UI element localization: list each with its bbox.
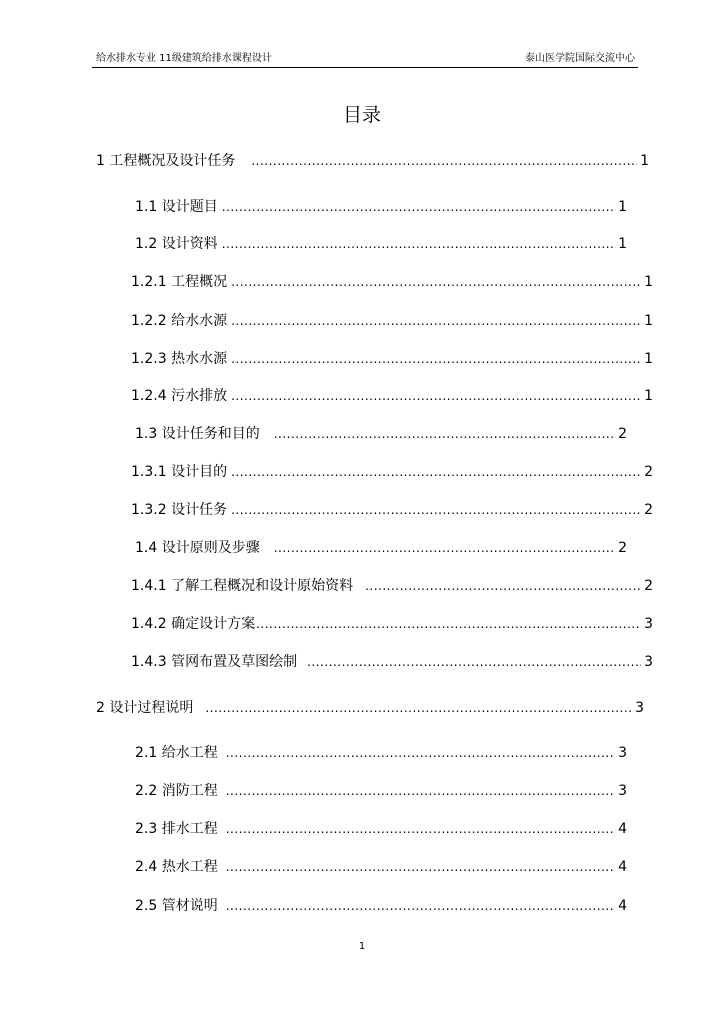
toc-entry-page: 3 [618,745,627,761]
toc-leader-dots [256,614,641,634]
toc-entry-page: 4 [618,898,627,914]
toc-entry-page: 1 [618,236,627,252]
toc-entry-label: 1.2.1 工程概况 [131,274,228,290]
toc-entry[interactable] [131,576,653,596]
toc-leader-dots [231,500,641,520]
toc-entry-label: 1 工程概况及设计任务 [96,153,236,169]
toc-entry-page: 3 [644,616,653,632]
toc-leader-dots [226,743,615,763]
toc-entry-label: 2 设计过程说明 [96,700,194,716]
toc-entry-label: 1.3 设计任务和目的 [135,426,260,442]
toc-entry-page: 3 [644,654,653,670]
toc-entry-label: 1.4 设计原则及步骤 [135,540,260,556]
toc-leader-dots [274,538,615,558]
toc-leader-dots [222,234,615,254]
toc-entry-page: 1 [644,388,653,404]
toc-entry-page: 2 [644,578,653,594]
toc-entry-label: 1.2.4 污水排放 [131,388,228,404]
toc-entry-label: 1.2.2 给水水源 [131,313,228,329]
toc-entry-label: 1.2.3 热水水源 [131,351,228,367]
toc-entry[interactable] [135,819,627,839]
toc-leader-dots [226,819,615,839]
toc-entry[interactable] [131,614,653,634]
toc-entry[interactable] [131,652,653,672]
toc-leader-dots [231,349,641,369]
toc-entry[interactable] [131,272,653,292]
toc-leader-dots [307,652,641,672]
toc-entry[interactable] [131,386,653,406]
toc-entry[interactable] [135,857,627,877]
toc-leader-dots [231,386,641,406]
toc-entry-page: 1 [644,351,653,367]
toc-leader-dots [222,197,615,217]
toc-leader-dots [226,896,615,916]
toc-entry-page: 3 [618,783,627,799]
toc-leader-dots [205,698,632,718]
toc-entry[interactable] [135,896,627,916]
toc-entry-page: 4 [618,821,627,837]
toc-entry-label: 1.3.1 设计目的 [131,464,228,480]
toc-entry-page: 1 [644,313,653,329]
toc-leader-dots [274,424,615,444]
toc-entry-page: 1 [618,199,627,215]
toc-leader-dots [231,311,641,331]
toc-leader-dots [226,781,615,801]
toc-entry[interactable] [131,500,653,520]
page-number: 1 [358,941,366,952]
toc-entry[interactable] [135,743,627,763]
toc-entry-page: 2 [644,464,653,480]
header-divider [92,67,638,68]
toc-title: 目录 [342,104,381,126]
toc-entry-label: 1.1 设计题目 [135,199,218,215]
header-left-text: 给水排水专业 11级建筑给排水课程设计 [96,53,272,64]
toc-entry-label: 1.4.3 管网布置及草图绘制 [131,654,298,670]
toc-entry-label: 2.2 消防工程 [135,783,218,799]
toc-entry-label: 2.3 排水工程 [135,821,218,837]
toc-entry-label: 1.3.2 设计任务 [131,502,228,518]
header-right-text: 泰山医学院国际交流中心 [525,53,635,64]
toc-entry-label: 1.4.2 确定设计方案 [131,616,256,632]
toc-entry-label: 2.4 热水工程 [135,859,218,875]
toc-entry[interactable] [96,151,649,171]
toc-entry[interactable] [135,538,627,558]
toc-entry-page: 2 [618,426,627,442]
toc-leader-dots [231,462,641,482]
toc-entry-label: 2.1 给水工程 [135,745,218,761]
toc-entry-page: 4 [618,859,627,875]
toc-leader-dots [251,151,637,171]
toc-entry-page: 3 [635,700,644,716]
toc-leader-dots [231,272,641,292]
toc-leader-dots [365,576,641,596]
toc-entry-label: 1.4.1 了解工程概况和设计原始资料 [131,578,354,594]
toc-entry[interactable] [135,197,627,217]
toc-entry[interactable] [96,698,644,718]
toc-leader-dots [226,857,615,877]
toc-entry-page: 1 [640,153,649,169]
toc-entry[interactable] [131,311,653,331]
toc-entry[interactable] [131,462,653,482]
page-header [96,52,635,66]
toc-entry[interactable] [135,424,627,444]
toc-entry[interactable] [135,234,627,254]
toc-entry-label: 1.2 设计资料 [135,236,218,252]
toc-entry-page: 1 [644,274,653,290]
toc-entry-page: 2 [618,540,627,556]
toc-entry[interactable] [135,781,627,801]
toc-entry-page: 2 [644,502,653,518]
toc-entry-label: 2.5 管材说明 [135,898,218,914]
toc-entry[interactable] [131,349,653,369]
